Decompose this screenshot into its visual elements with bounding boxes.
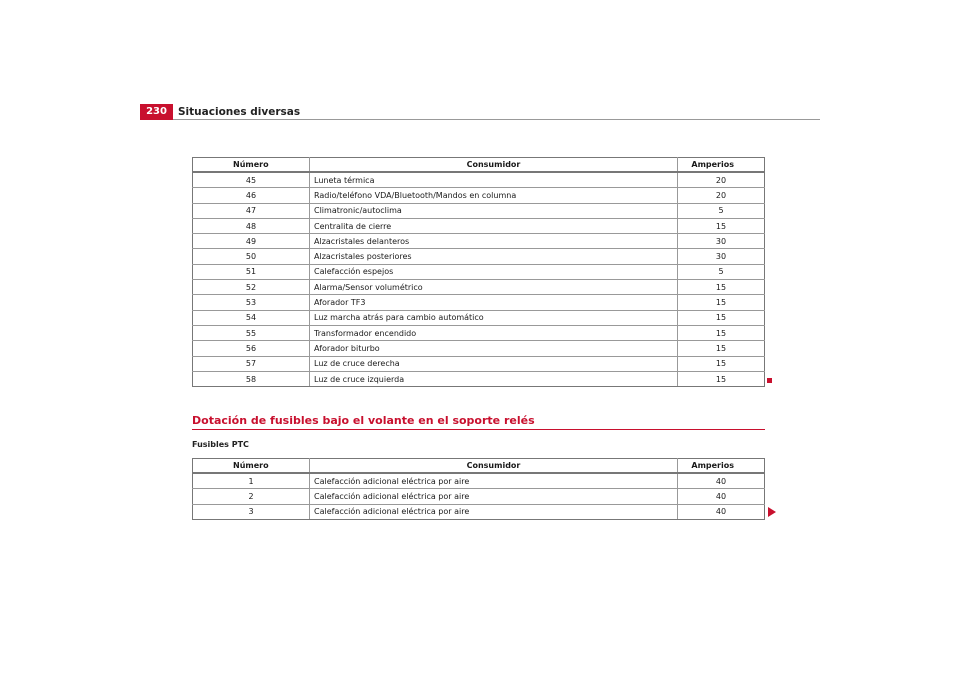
- amperage-cell: 40: [678, 504, 765, 519]
- fuse-number-cell: 53: [193, 295, 310, 310]
- consumer-cell: Luz de cruce izquierda: [310, 371, 678, 386]
- fuse-table-main-body: [193, 172, 765, 387]
- table-row: [193, 504, 765, 519]
- amperage-cell: 15: [678, 356, 765, 371]
- table-row: [193, 218, 765, 233]
- table-row: [193, 489, 765, 504]
- consumer-cell: Calefacción espejos: [310, 264, 678, 279]
- fuse-number-cell: 50: [193, 249, 310, 264]
- column-header-amps: Amperios: [678, 459, 765, 474]
- amperage-cell: 5: [678, 203, 765, 218]
- fuse-number-cell: 57: [193, 356, 310, 371]
- page-header: [140, 104, 820, 120]
- amperage-cell: 15: [678, 280, 765, 295]
- consumer-cell: Calefacción adicional eléctrica por aire: [310, 473, 678, 489]
- table-row: [193, 203, 765, 218]
- table-header-row: [193, 158, 765, 173]
- table-row: [193, 341, 765, 356]
- table-row: [193, 264, 765, 279]
- fuse-number-cell: 52: [193, 280, 310, 295]
- consumer-cell: Aforador TF3: [310, 295, 678, 310]
- section-subtitle: Fusibles PTC: [192, 440, 249, 449]
- table-row: [193, 249, 765, 264]
- header-rule: [173, 119, 820, 120]
- table-row: [193, 325, 765, 340]
- amperage-cell: 15: [678, 371, 765, 386]
- amperage-cell: 20: [678, 172, 765, 188]
- consumer-cell: Centralita de cierre: [310, 218, 678, 233]
- fuse-number-cell: 51: [193, 264, 310, 279]
- amperage-cell: 5: [678, 264, 765, 279]
- consumer-cell: Luneta térmica: [310, 172, 678, 188]
- consumer-cell: Climatronic/autoclima: [310, 203, 678, 218]
- continue-arrow-icon: [768, 507, 776, 517]
- column-header-consumer: Consumidor: [310, 459, 678, 474]
- column-header-number: Número: [193, 158, 310, 173]
- table-row: [193, 356, 765, 371]
- fuse-number-cell: 1: [193, 473, 310, 489]
- amperage-cell: 15: [678, 295, 765, 310]
- table-row: [193, 473, 765, 489]
- amperage-cell: 30: [678, 249, 765, 264]
- amperage-cell: 15: [678, 325, 765, 340]
- page-number: 230: [140, 104, 173, 120]
- consumer-cell: Calefacción adicional eléctrica por aire: [310, 489, 678, 504]
- chapter-title: Situaciones diversas: [178, 106, 301, 118]
- table-row: [193, 310, 765, 325]
- fuse-number-cell: 55: [193, 325, 310, 340]
- table-row: [193, 172, 765, 188]
- consumer-cell: Alarma/Sensor volumétrico: [310, 280, 678, 295]
- amperage-cell: 40: [678, 489, 765, 504]
- table-row: [193, 371, 765, 386]
- amperage-cell: 15: [678, 310, 765, 325]
- consumer-cell: Alzacristales posteriores: [310, 249, 678, 264]
- consumer-cell: Calefacción adicional eléctrica por aire: [310, 504, 678, 519]
- column-header-number: Número: [193, 459, 310, 474]
- section-title: Dotación de fusibles bajo el volante en el soporte relés: [192, 414, 765, 430]
- consumer-cell: Luz marcha atrás para cambio automático: [310, 310, 678, 325]
- fuse-number-cell: 58: [193, 371, 310, 386]
- fuse-number-cell: 49: [193, 234, 310, 249]
- table-row: [193, 188, 765, 203]
- amperage-cell: 30: [678, 234, 765, 249]
- consumer-cell: Alzacristales delanteros: [310, 234, 678, 249]
- table-row: [193, 295, 765, 310]
- amperage-cell: 20: [678, 188, 765, 203]
- consumer-cell: Radio/teléfono VDA/Bluetooth/Mandos en columna: [310, 188, 678, 203]
- column-header-amps: Amperios: [678, 158, 765, 173]
- fuse-number-cell: 54: [193, 310, 310, 325]
- fuse-number-cell: 45: [193, 172, 310, 188]
- table-row: [193, 234, 765, 249]
- table-row: [193, 280, 765, 295]
- fuse-number-cell: 56: [193, 341, 310, 356]
- consumer-cell: Transformador encendido: [310, 325, 678, 340]
- consumer-cell: Luz de cruce derecha: [310, 356, 678, 371]
- column-header-consumer: Consumidor: [310, 158, 678, 173]
- fuse-number-cell: 46: [193, 188, 310, 203]
- fuse-number-cell: 2: [193, 489, 310, 504]
- fuse-number-cell: 3: [193, 504, 310, 519]
- consumer-cell: Aforador biturbo: [310, 341, 678, 356]
- fuse-table-main: [192, 157, 765, 387]
- fuse-number-cell: 47: [193, 203, 310, 218]
- end-of-section-square-icon: [767, 378, 772, 383]
- amperage-cell: 15: [678, 341, 765, 356]
- fuse-table-ptc-body: [193, 473, 765, 519]
- amperage-cell: 40: [678, 473, 765, 489]
- table-header-row: [193, 459, 765, 474]
- fuse-number-cell: 48: [193, 218, 310, 233]
- fuse-table-ptc: [192, 458, 765, 520]
- amperage-cell: 15: [678, 218, 765, 233]
